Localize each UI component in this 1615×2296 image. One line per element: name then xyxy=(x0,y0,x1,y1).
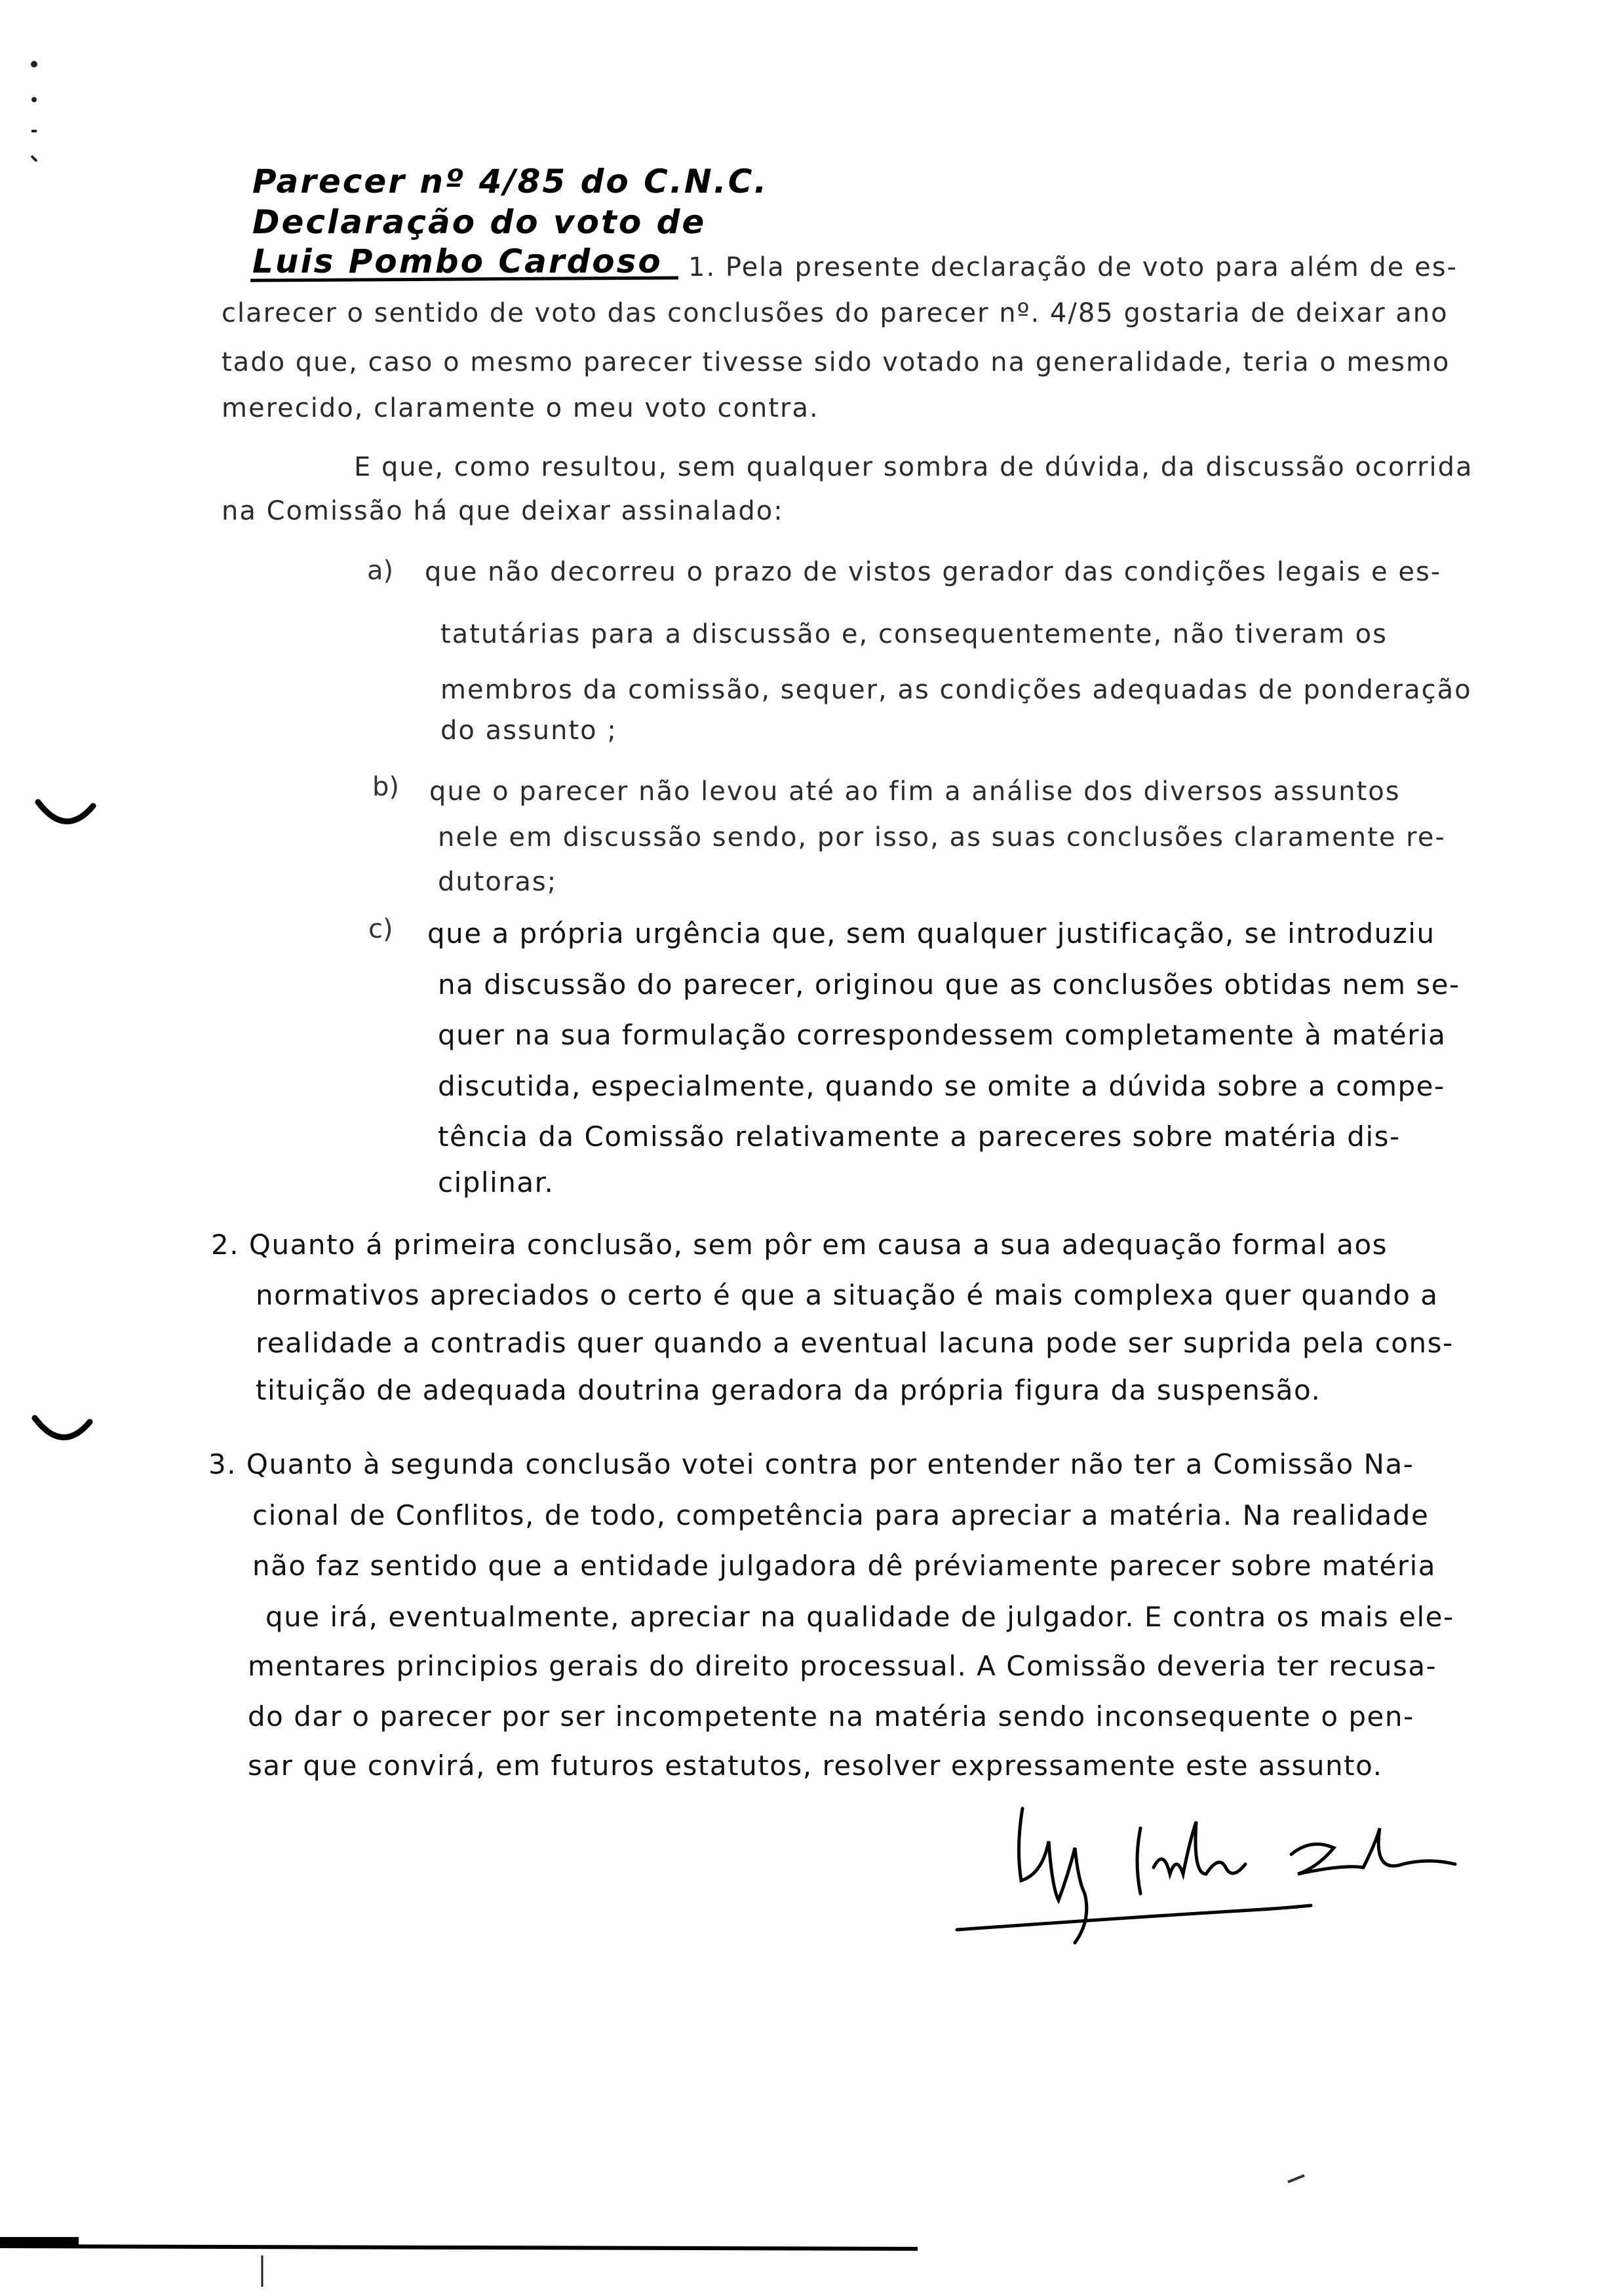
section-3-line-3: não faz sentido que a entidade julgadora dê préviamente parecer sobre matéria xyxy=(252,1550,1436,1582)
item-c-line-1: que a própria urgência que, sem qualquer justificação, se introduziu xyxy=(427,917,1435,949)
handwritten-signature xyxy=(944,1802,1481,1953)
item-a-line-1: que não decorreu o prazo de vistos gerador das condições legais e es- xyxy=(425,557,1442,587)
para1-line-1: 1. Pela presente declaração de voto para além de es- xyxy=(688,252,1458,282)
item-c-line-3: quer na sua formulação correspondessem completamente à matéria xyxy=(438,1019,1447,1051)
item-a-marker: a) xyxy=(367,556,394,586)
stray-mark xyxy=(1285,2169,1311,2189)
section-2-line-4: tituição de adequada doutrina geradora da própria figura da suspensão. xyxy=(256,1374,1321,1406)
header-line-2: Declaração do voto de xyxy=(252,203,707,241)
punch-hole-mark-top xyxy=(33,793,111,845)
section-3-line-4: que irá, eventualmente, apreciar na qualidade de julgador. E contra os mais ele- xyxy=(265,1601,1454,1633)
scan-bottom-edge xyxy=(0,2208,983,2287)
para2-line-2: na Comissão há que deixar assinalado: xyxy=(222,496,784,526)
section-3-line-1: 3. Quanto à segunda conclusão votei contra por entender não ter a Comissão Na- xyxy=(208,1448,1414,1480)
item-c-marker: c) xyxy=(368,914,393,944)
section-3-line-5: mentares principios gerais do direito processual. A Comissão deveria ter recusa- xyxy=(248,1650,1437,1682)
para1-line-4: merecido, claramente o meu voto contra. xyxy=(222,393,819,423)
item-c-line-2: na discussão do parecer, originou que as conclusões obtidas nem se- xyxy=(438,968,1460,1001)
item-a-line-4: do assunto ; xyxy=(440,716,617,746)
header-line-3: Luis Pombo Cardoso xyxy=(252,242,663,280)
item-c-line-4: discutida, especialmente, quando se omite a dúvida sobre a compe- xyxy=(438,1070,1445,1102)
header-line-1: Parecer nº 4/85 do C.N.C. xyxy=(252,163,769,201)
section-2-line-2: normativos apreciados o certo é que a situação é mais complexa quer quando a xyxy=(256,1279,1439,1311)
item-b-line-1: que o parecer não levou até ao fim a análise dos diversos assuntos xyxy=(429,776,1401,807)
section-3-line-2: cional de Conflitos, de todo, competência para apreciar a matéria. Na realidade xyxy=(252,1499,1430,1531)
section-2-line-3: realidade a contradis quer quando a eventual lacuna pode ser suprida pela cons- xyxy=(256,1327,1454,1359)
item-c-line-5: tência da Comissão relativamente a pareceres sobre matéria dis- xyxy=(438,1120,1401,1153)
item-a-line-3: membros da comissão, sequer, as condições adequadas de ponderação xyxy=(440,675,1472,705)
section-3-line-7: sar que convirá, em futuros estatutos, resolver expressamente este assunto. xyxy=(248,1750,1383,1782)
para1-line-2: clarecer o sentido de voto das conclusões do parecer nº. 4/85 gostaria de deixar ano xyxy=(222,298,1449,328)
item-b-line-3: dutoras; xyxy=(438,867,558,897)
para2-line-1: E que, como resultou, sem qualquer sombra de dúvida, da discussão ocorrida xyxy=(354,452,1473,482)
item-b-marker: b) xyxy=(372,772,399,802)
margin-marks xyxy=(20,52,72,249)
section-2-line-1: 2. Quanto á primeira conclusão, sem pôr em causa a sua adequação formal aos xyxy=(211,1229,1388,1261)
punch-hole-mark-bottom xyxy=(29,1409,108,1461)
item-c-line-6: ciplinar. xyxy=(438,1166,555,1198)
item-a-line-2: tatutárias para a discussão e, consequentemente, não tiveram os xyxy=(440,619,1388,649)
para1-line-3: tado que, caso o mesmo parecer tivesse sido votado na generalidade, teria o mesmo xyxy=(222,347,1450,377)
item-b-line-2: nele em discussão sendo, por isso, as suas conclusões claramente re- xyxy=(438,822,1446,852)
section-3-line-6: do dar o parecer por ser incompetente na matéria sendo inconsequente o pen- xyxy=(248,1700,1414,1732)
header-underline xyxy=(249,275,682,288)
